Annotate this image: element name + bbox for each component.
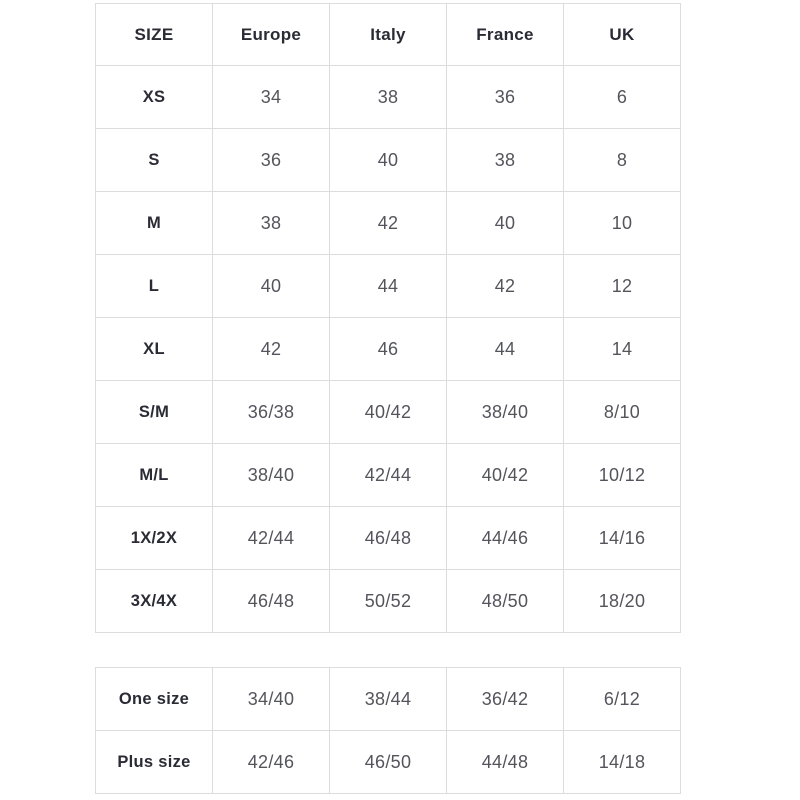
column-header: France [447, 4, 564, 66]
size-value-cell: 46 [330, 318, 447, 381]
size-value-cell: 38 [447, 129, 564, 192]
row-label: M [96, 192, 213, 255]
row-label: Plus size [96, 731, 213, 794]
size-value-cell: 40 [447, 192, 564, 255]
table-row [96, 129, 681, 192]
size-value-cell: 36/38 [213, 381, 330, 444]
row-label: M/L [96, 444, 213, 507]
table-row [96, 570, 681, 633]
size-conversion-table-wrap [95, 3, 681, 633]
size-value-cell: 40/42 [330, 381, 447, 444]
size-value-cell: 40 [213, 255, 330, 318]
table-row [96, 507, 681, 570]
size-value-cell: 38 [213, 192, 330, 255]
size-value-cell: 50/52 [330, 570, 447, 633]
table-row [96, 318, 681, 381]
table-row [96, 381, 681, 444]
size-value-cell: 10/12 [564, 444, 681, 507]
size-value-cell: 46/48 [213, 570, 330, 633]
size-value-cell: 42 [447, 255, 564, 318]
size-value-cell: 46/50 [330, 731, 447, 794]
size-value-cell: 10 [564, 192, 681, 255]
size-value-cell: 14 [564, 318, 681, 381]
row-label: XL [96, 318, 213, 381]
size-value-cell: 48/50 [447, 570, 564, 633]
table-row [96, 731, 681, 794]
size-value-cell: 38/40 [447, 381, 564, 444]
size-value-cell: 42 [330, 192, 447, 255]
size-value-cell: 40 [330, 129, 447, 192]
size-value-cell: 44/48 [447, 731, 564, 794]
size-value-cell: 36 [213, 129, 330, 192]
size-value-cell: 14/16 [564, 507, 681, 570]
size-conversion-table [95, 3, 681, 633]
size-value-cell: 42 [213, 318, 330, 381]
column-header: UK [564, 4, 681, 66]
column-header: Italy [330, 4, 447, 66]
size-value-cell: 44/46 [447, 507, 564, 570]
size-value-cell: 6 [564, 66, 681, 129]
size-value-cell: 36 [447, 66, 564, 129]
size-value-cell: 34 [213, 66, 330, 129]
size-value-cell: 46/48 [330, 507, 447, 570]
special-sizes-table [95, 667, 681, 794]
table-row [96, 255, 681, 318]
size-value-cell: 38/44 [330, 668, 447, 731]
header-row [96, 4, 681, 66]
row-label: 1X/2X [96, 507, 213, 570]
size-value-cell: 12 [564, 255, 681, 318]
size-value-cell: 34/40 [213, 668, 330, 731]
size-value-cell: 38 [330, 66, 447, 129]
special-sizes-table-wrap [95, 667, 681, 794]
size-value-cell: 40/42 [447, 444, 564, 507]
size-value-cell: 18/20 [564, 570, 681, 633]
size-value-cell: 8/10 [564, 381, 681, 444]
row-label: S/M [96, 381, 213, 444]
size-value-cell: 42/44 [330, 444, 447, 507]
size-value-cell: 8 [564, 129, 681, 192]
size-table-body [96, 66, 681, 633]
row-label: XS [96, 66, 213, 129]
column-header: Europe [213, 4, 330, 66]
size-value-cell: 6/12 [564, 668, 681, 731]
row-label: 3X/4X [96, 570, 213, 633]
table-row [96, 668, 681, 731]
size-table-header [96, 4, 681, 66]
column-header: SIZE [96, 4, 213, 66]
size-value-cell: 36/42 [447, 668, 564, 731]
size-value-cell: 44 [447, 318, 564, 381]
size-value-cell: 14/18 [564, 731, 681, 794]
table-row [96, 66, 681, 129]
row-label: One size [96, 668, 213, 731]
row-label: S [96, 129, 213, 192]
table-row [96, 444, 681, 507]
size-value-cell: 42/46 [213, 731, 330, 794]
table-row [96, 192, 681, 255]
row-label: L [96, 255, 213, 318]
size-value-cell: 44 [330, 255, 447, 318]
special-sizes-table-body [96, 668, 681, 794]
size-value-cell: 42/44 [213, 507, 330, 570]
size-value-cell: 38/40 [213, 444, 330, 507]
